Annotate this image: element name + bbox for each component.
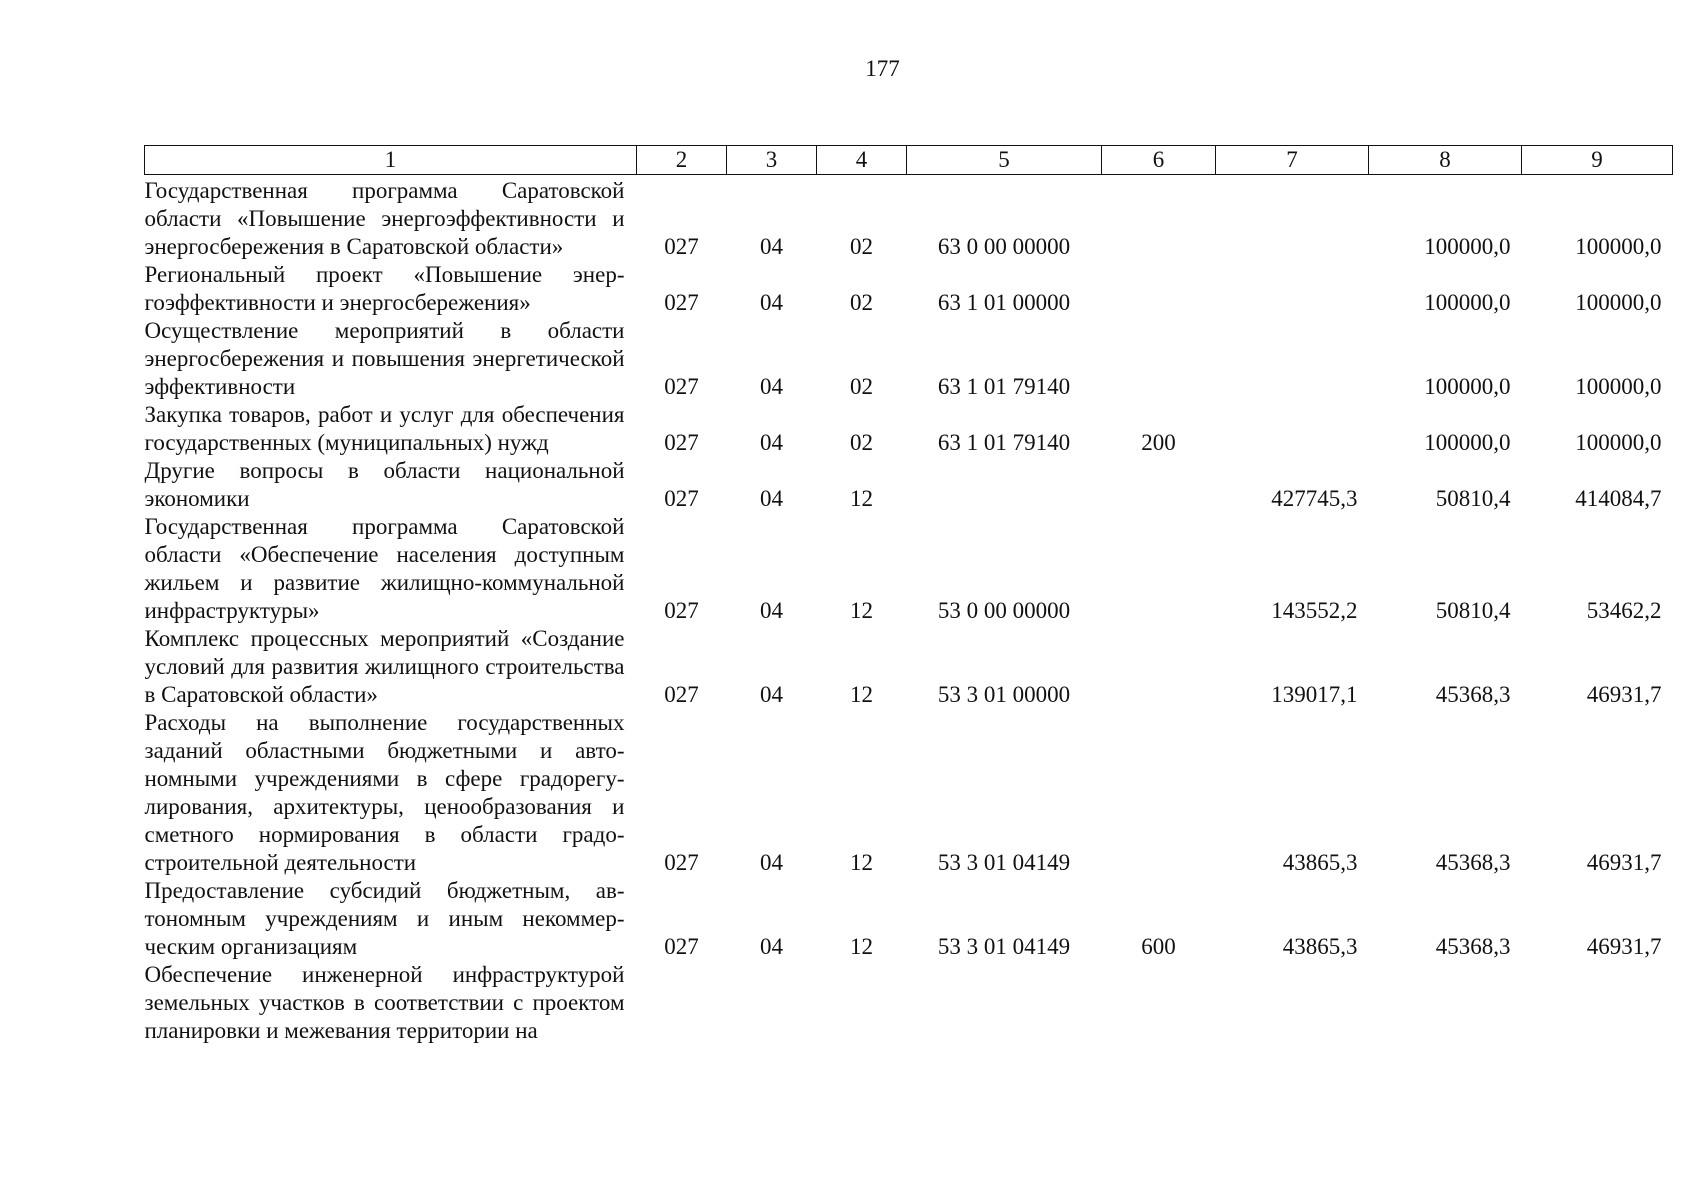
amount-col9-cell: 100000,0 <box>1575 234 1662 259</box>
column-header: 9 <box>1522 146 1673 175</box>
subsection-code-cell: 12 <box>850 682 873 707</box>
column-header: 8 <box>1369 146 1522 175</box>
expense-type-cell <box>1102 457 1216 513</box>
amount-col8-cell: 100000,0 <box>1424 234 1511 259</box>
amount-col8-cell: 45368,3 <box>1435 850 1511 875</box>
amount-col9-cell <box>1522 961 1673 1045</box>
table-row <box>145 401 1673 457</box>
column-header: 7 <box>1216 146 1369 175</box>
target-article-cell: 63 1 01 79140 <box>937 430 1071 455</box>
section-code-cell: 04 <box>760 430 783 455</box>
amount-col8-cell: 100000,0 <box>1424 374 1511 399</box>
target-article-cell: 53 3 01 00000 <box>937 682 1071 707</box>
amount-col9-cell: 100000,0 <box>1575 290 1662 315</box>
amount-col9-cell: 46931,7 <box>1586 850 1662 875</box>
table-row <box>145 877 1673 961</box>
amount-col7-cell: 43865,3 <box>1282 850 1358 875</box>
amount-col7-cell: 139017,1 <box>1271 682 1358 707</box>
table-row <box>145 709 1673 877</box>
table-row <box>145 261 1673 317</box>
target-article-cell <box>907 961 1102 1045</box>
row-description: Расходы на выполнение государственных заданий областными бюджетными и автономными учреждениями в сфере градорегулирования, архитектуры, ценообразования и сметного нормирования в области градостроительной деятельности <box>144 710 625 875</box>
amount-col9-cell: 100000,0 <box>1575 430 1662 455</box>
ministry-code-cell: 027 <box>664 682 699 707</box>
column-header: 3 <box>727 146 817 175</box>
amount-col9-cell: 46931,7 <box>1586 934 1662 959</box>
target-article-cell: 53 3 01 04149 <box>937 934 1071 959</box>
expense-type-cell <box>1102 961 1216 1045</box>
row-description: Региональный проект «Повышение энергоэффективности и энергосбережения» <box>144 262 625 315</box>
amount-col7-cell <box>1216 261 1369 317</box>
expense-type-cell <box>1102 625 1216 709</box>
table-row <box>145 625 1673 709</box>
ministry-code-cell: 027 <box>664 934 699 959</box>
expense-type-cell <box>1102 317 1216 401</box>
amount-col8-cell: 50810,4 <box>1435 598 1511 623</box>
target-article-cell: 53 0 00 00000 <box>937 598 1071 623</box>
amount-col8-cell: 50810,4 <box>1435 486 1511 511</box>
expense-type-cell <box>1102 261 1216 317</box>
row-description: Обеспечение инженерной инфраструктурой земельных участков в соответствии с проектом планировки и межевания территории на <box>144 962 625 1043</box>
ministry-code-cell: 027 <box>664 486 699 511</box>
subsection-code-cell <box>817 961 907 1045</box>
subsection-code-cell: 02 <box>850 430 873 455</box>
subsection-code-cell: 02 <box>850 234 873 259</box>
table-row <box>145 457 1673 513</box>
target-article-cell: 63 1 01 79140 <box>937 374 1071 399</box>
column-number-header-row <box>145 146 1673 175</box>
amount-col8-cell: 100000,0 <box>1424 290 1511 315</box>
amount-col7-cell: 43865,3 <box>1282 934 1358 959</box>
subsection-code-cell: 12 <box>850 850 873 875</box>
subsection-code-cell: 02 <box>850 374 873 399</box>
subsection-code-cell: 12 <box>850 598 873 623</box>
ministry-code-cell: 027 <box>664 598 699 623</box>
table-row <box>145 175 1673 262</box>
section-code-cell: 04 <box>760 290 783 315</box>
amount-col8-cell: 45368,3 <box>1435 682 1511 707</box>
amount-col7-cell: 427745,3 <box>1271 486 1358 511</box>
section-code-cell: 04 <box>760 234 783 259</box>
row-description: Государственная программа Саратовской области «Обеспечение населения доступным жильем и развитие жилищно-коммунальной инфраструктуры» <box>144 514 625 623</box>
subsection-code-cell: 12 <box>850 934 873 959</box>
subsection-code-cell: 12 <box>850 486 873 511</box>
row-description: Комплекс процессных мероприятий «Создание условий для развития жилищного строительства в Саратовской области» <box>144 626 625 707</box>
subsection-code-cell: 02 <box>850 290 873 315</box>
amount-col9-cell: 46931,7 <box>1586 682 1662 707</box>
section-code-cell: 04 <box>760 934 783 959</box>
ministry-code-cell: 027 <box>664 290 699 315</box>
amount-col9-cell: 53462,2 <box>1586 598 1662 623</box>
column-header: 6 <box>1102 146 1216 175</box>
table-row <box>145 317 1673 401</box>
table-row <box>145 513 1673 625</box>
budget-table <box>144 145 1673 1045</box>
amount-col7-cell <box>1216 317 1369 401</box>
ministry-code-cell <box>637 961 727 1045</box>
target-article-cell: 63 1 01 00000 <box>937 290 1071 315</box>
expense-type-cell: 200 <box>1141 430 1176 455</box>
row-description: Закупка товаров, работ и услуг для обеспечения государственных (муниципальных) нужд <box>144 402 625 455</box>
amount-col8-cell <box>1369 961 1522 1045</box>
amount-col8-cell: 100000,0 <box>1424 430 1511 455</box>
section-code-cell <box>727 961 817 1045</box>
ministry-code-cell: 027 <box>664 374 699 399</box>
amount-col8-cell: 45368,3 <box>1435 934 1511 959</box>
ministry-code-cell: 027 <box>664 850 699 875</box>
row-description: Государственная программа Саратовской области «Повышение энергоэффективности и энергосбережения в Саратовской области» <box>144 178 625 259</box>
section-code-cell: 04 <box>760 486 783 511</box>
row-description: Осуществление мероприятий в области энергосбережения и повышения энергетической эффективности <box>144 318 625 399</box>
ministry-code-cell: 027 <box>664 430 699 455</box>
ministry-code-cell: 027 <box>664 234 699 259</box>
amount-col7-cell <box>1216 401 1369 457</box>
expense-type-cell <box>1102 709 1216 877</box>
target-article-cell <box>907 457 1102 513</box>
amount-col9-cell: 100000,0 <box>1575 374 1662 399</box>
column-header: 4 <box>817 146 907 175</box>
table-row <box>145 961 1673 1045</box>
amount-col7-cell <box>1216 175 1369 262</box>
amount-col9-cell: 414084,7 <box>1575 486 1662 511</box>
section-code-cell: 04 <box>760 374 783 399</box>
row-description: Другие вопросы в области национальной экономики <box>144 458 625 511</box>
target-article-cell: 53 3 01 04149 <box>937 850 1071 875</box>
page-number: 177 <box>865 56 900 81</box>
column-header: 2 <box>637 146 727 175</box>
expense-type-cell <box>1102 175 1216 262</box>
target-article-cell: 63 0 00 00000 <box>937 234 1071 259</box>
amount-col7-cell: 143552,2 <box>1271 598 1358 623</box>
section-code-cell: 04 <box>760 598 783 623</box>
section-code-cell: 04 <box>760 682 783 707</box>
column-header: 1 <box>145 146 637 175</box>
column-header: 5 <box>907 146 1102 175</box>
expense-type-cell: 600 <box>1141 934 1176 959</box>
section-code-cell: 04 <box>760 850 783 875</box>
expense-type-cell <box>1102 513 1216 625</box>
row-description: Предоставление субсидий бюджетным, автономным учреждениям и иным некоммерческим организациям <box>144 878 625 959</box>
amount-col7-cell <box>1216 961 1369 1045</box>
